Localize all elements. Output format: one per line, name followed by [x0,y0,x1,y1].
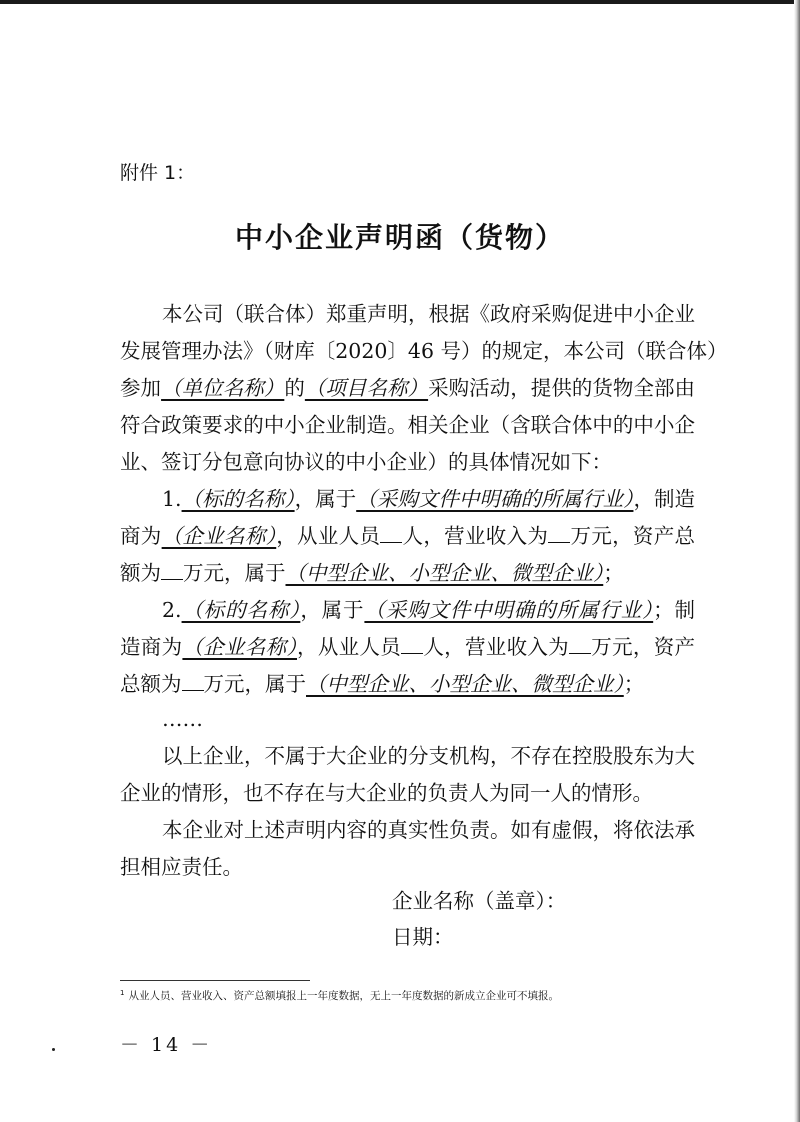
item2-size-placeholder: （中型企业、小型企业、微型企业） [306,672,624,696]
item1-company-placeholder: （企业名称） [161,524,277,548]
item2-line3: 总额为 万元，属于（中型企业、小型企业、微型企业）； [120,672,645,696]
item1-line1: 1.（标的名称），属于（采购文件中明确的所属行业），制造 [162,487,696,511]
para3-line1: 本企业对上述声明内容的真实性负责。如有虚假，将依法承 [162,818,695,842]
item2-line1: 2.（标的名称），属于（采购文件中明确的所属行业）；制 [162,598,696,622]
unit-name-placeholder: （单位名称） [161,376,285,400]
item1-line2: 商为（企业名称），从业人员 人，营业收入为 万元，资产总 [120,524,696,548]
item1-line3: 额为 万元，属于（中型企业、小型企业、微型企业）； [120,561,624,585]
project-name-placeholder: （项目名称） [304,376,429,400]
item1-revenue-blank [548,524,570,543]
attachment-heading: 附件 1： [120,162,196,184]
item2-subject-placeholder: （标的名称） [181,598,301,622]
para1-line5: 业、签订分包意向协议的中小企业）的具体情况如下： [120,450,612,474]
page-number: － 14 － [120,1034,213,1056]
para1-line4: 符合政策要求的中小企业制造。相关企业（含联合体中的中小企 [120,413,695,437]
para2-line2: 企业的情形，也不存在与大企业的负责人为同一人的情形。 [120,781,653,805]
para1-line1: 本公司（联合体）郑重声明，根据《政府采购促进中小企业 [162,302,695,326]
footnote-text: 从业人员、营业收入、资产总额填报上一年度数据，无上一年度数据的新成立企业可不填报。 [128,990,559,1002]
ellipsis: …… [162,707,203,731]
company-seal-label: 企业名称（盖章）： [392,889,567,913]
para1-line3: 参加（单位名称）的（项目名称）采购活动，提供的货物全部由 [120,376,696,400]
item2-staff-blank [401,635,423,654]
scan-speck [52,1048,55,1051]
scan-edge-top [0,0,800,4]
item1-industry-placeholder: （采购文件中明确的所属行业） [356,487,634,511]
para1-line2: 发展管理办法》（财库〔2020〕46 号）的规定，本公司（联合体） [120,339,728,363]
item1-staff-blank [380,524,402,543]
para3-line2: 担相应责任。 [120,855,243,879]
footnote-mark: 1 [120,988,125,997]
document-title: 中小企业声明函（货物） [234,221,565,254]
item2-industry-placeholder: （采购文件中明确的所属行业） [364,598,654,622]
footnote-rule [120,980,310,981]
item1-size-placeholder: （中型企业、小型企业、微型企业） [285,561,604,585]
item2-line2: 造商为（企业名称），从业人员 人，营业收入为 万元，资产 [120,635,696,659]
scan-edge-right [794,0,800,1122]
footnote [120,988,559,1003]
item2-assets-blank [182,672,204,691]
item1-assets-blank [161,561,183,580]
para2-line1: 以上企业，不属于大企业的分支机构，不存在控股股东为大 [162,744,695,768]
date-label: 日期： [392,925,454,949]
item1-subject-placeholder: （标的名称） [181,487,295,511]
item2-revenue-blank [569,635,591,654]
item2-company-placeholder: （企业名称） [182,635,298,659]
